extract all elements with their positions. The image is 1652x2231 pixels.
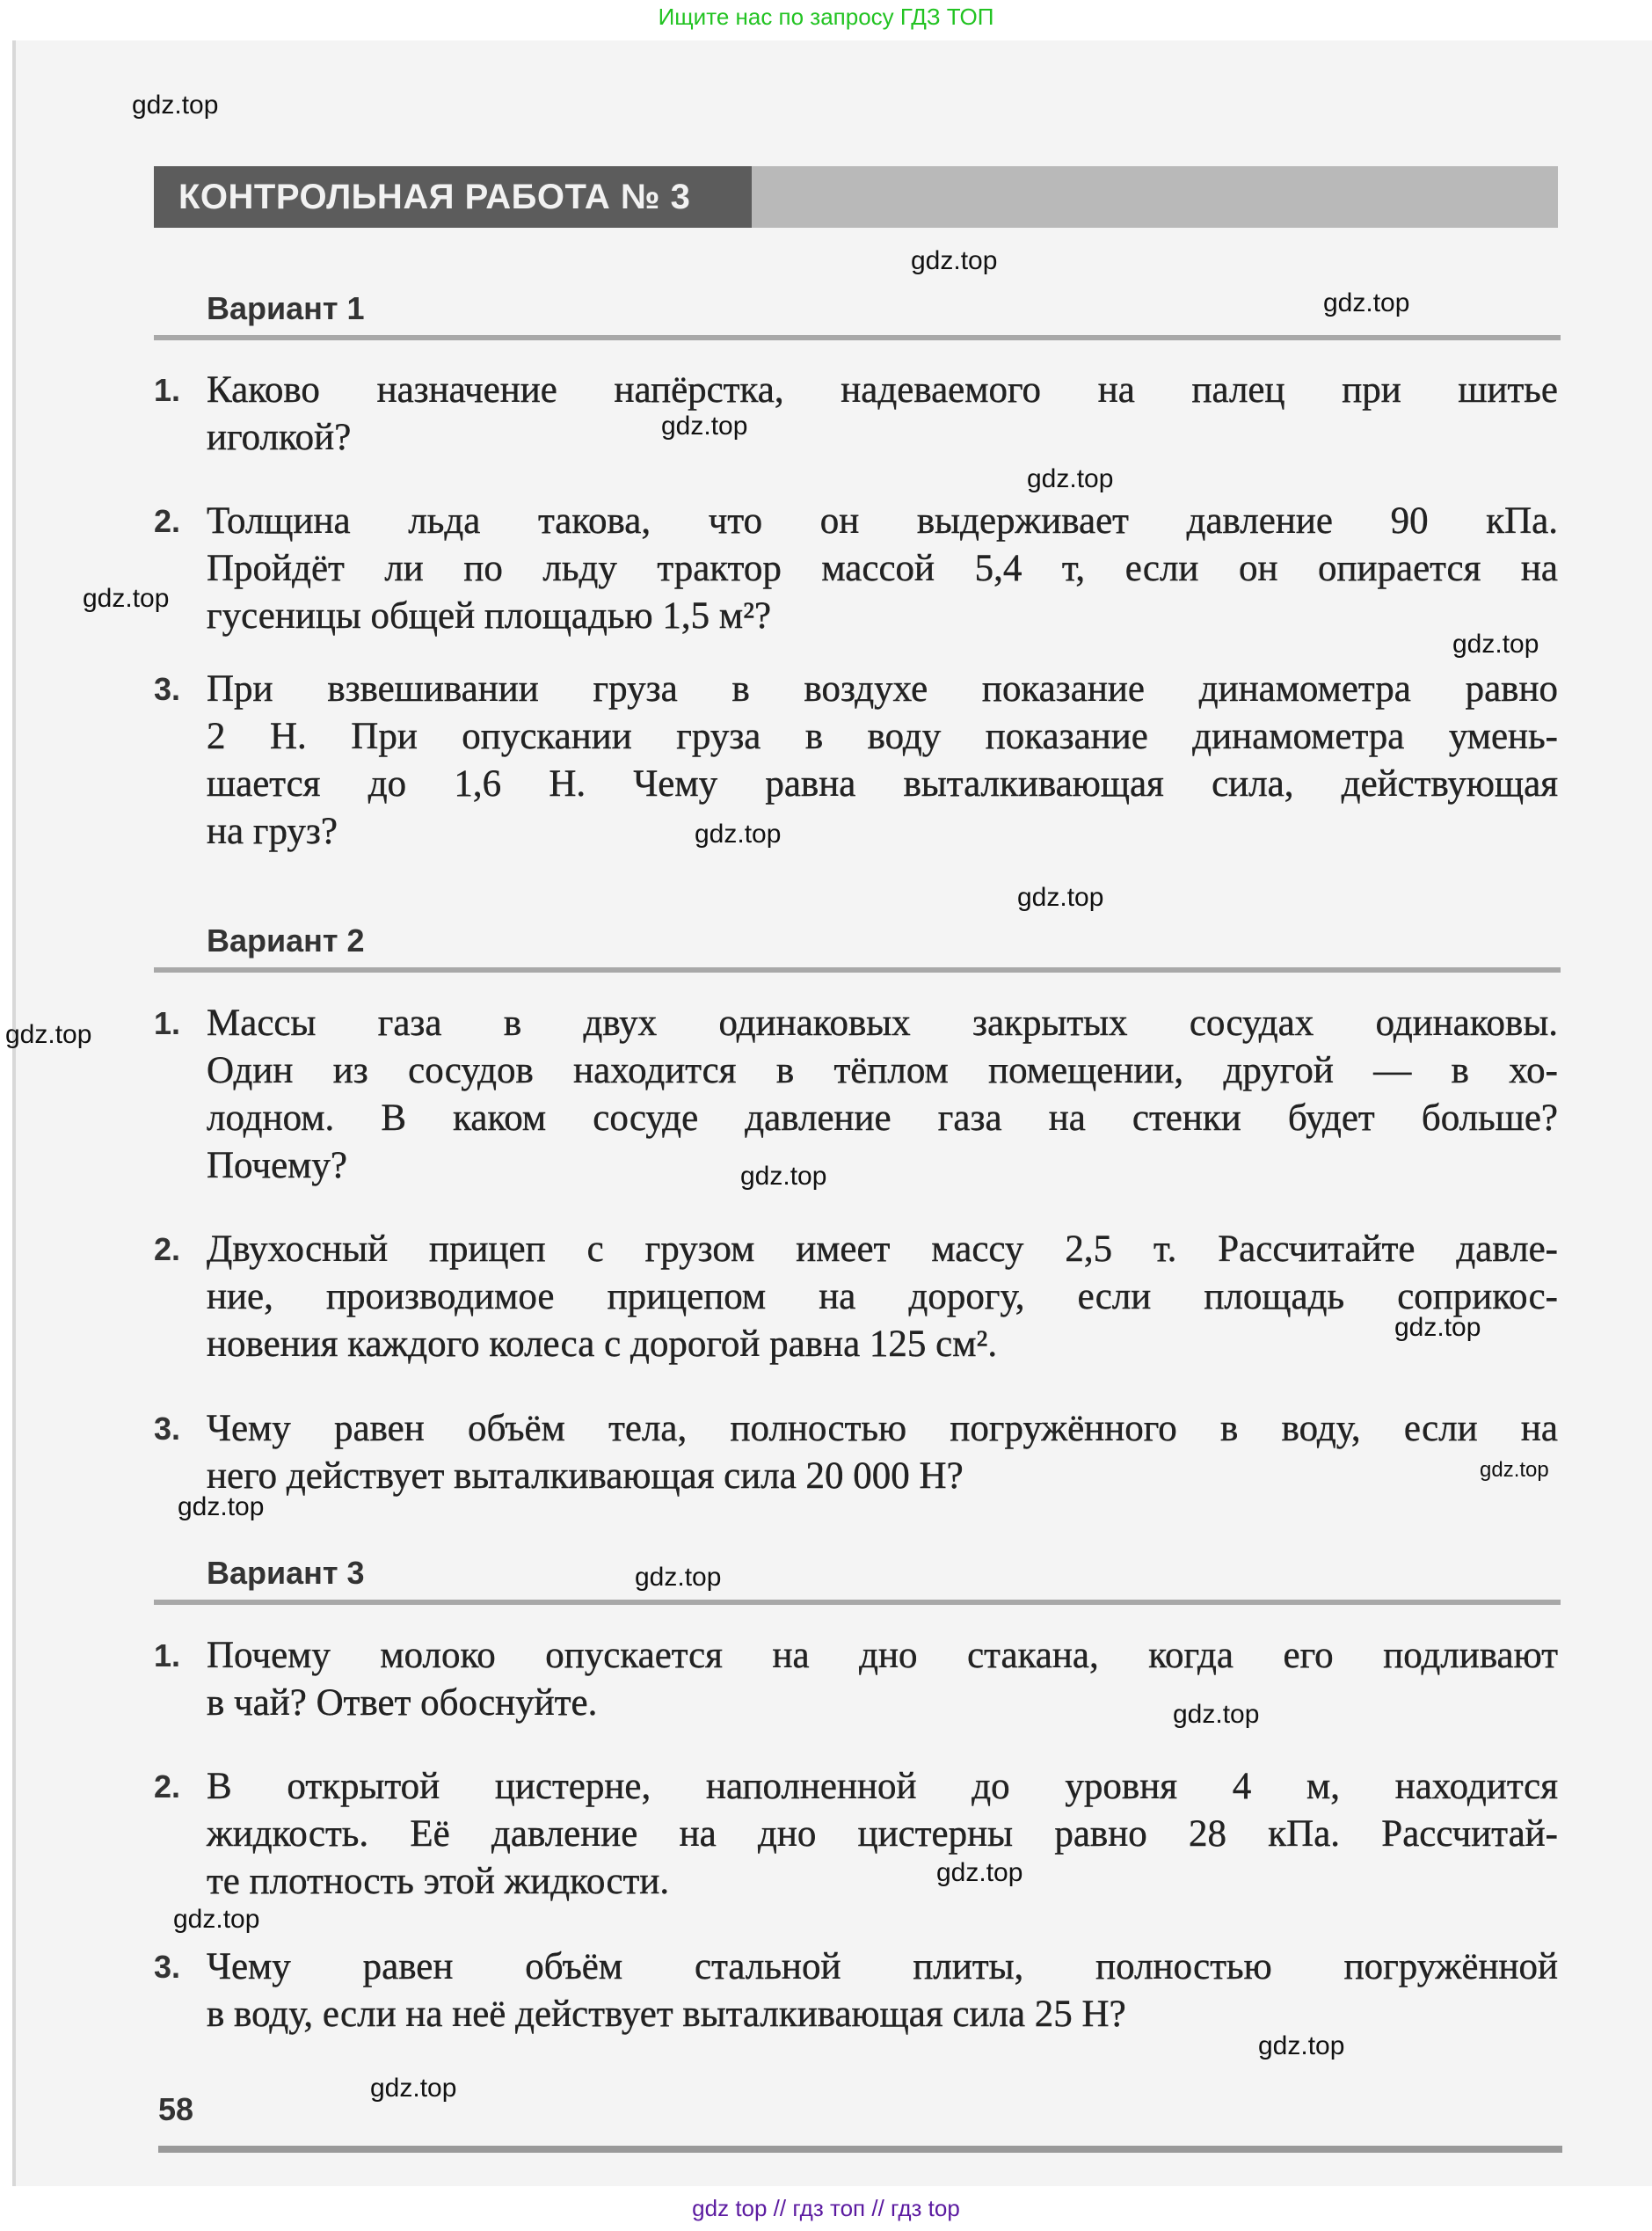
footer-links[interactable]: gdz top // гдз топ // гдз top bbox=[692, 2195, 960, 2221]
top-banner[interactable]: Ищите нас по запросу ГДЗ ТОП bbox=[658, 4, 994, 30]
question-text-line: Почему? bbox=[207, 1145, 347, 1186]
watermark: gdz.top bbox=[132, 91, 219, 120]
question-text-line: на груз? bbox=[207, 811, 338, 852]
variant-heading: Вариант 2 bbox=[207, 922, 365, 959]
title-bar bbox=[154, 166, 1558, 228]
question-text-line: него действует выталкивающая сила 20 000 Н? bbox=[207, 1455, 964, 1497]
question-text-line: гусеницы общей площадью 1,5 м²? bbox=[207, 595, 772, 637]
question-number: 1. bbox=[154, 1005, 181, 1041]
question-text-line: новения каждого колеса с дорогой равна 125 см². bbox=[207, 1323, 998, 1365]
question-text-line: в воду, если на неё действует выталкивающая сила 25 Н? bbox=[207, 1994, 1126, 2035]
question-number: 1. bbox=[154, 1637, 181, 1673]
question-text-line: лодном. В каком сосуде давление газа на стенки будет больше? bbox=[207, 1097, 1558, 1139]
question-number: 2. bbox=[154, 1231, 181, 1267]
question-text-line: те плотность этой жидкости. bbox=[207, 1861, 670, 1902]
watermark: gdz.top bbox=[1480, 1458, 1549, 1482]
watermark: gdz.top bbox=[1452, 630, 1539, 659]
question-text-line: шается до 1,6 Н. Чему равна выталкивающая сила, действующая bbox=[207, 763, 1558, 805]
watermark: gdz.top bbox=[740, 1162, 827, 1191]
question-text-line: Почему молоко опускается на дно стакана, когда его подливают bbox=[207, 1635, 1558, 1676]
watermark: gdz.top bbox=[936, 1858, 1023, 1887]
page-number: 58 bbox=[158, 2091, 194, 2127]
variant-heading: Вариант 3 bbox=[207, 1555, 365, 1591]
question-text-line: ние, производимое прицепом на дорогу, если площадь соприкос- bbox=[207, 1276, 1558, 1317]
question-number: 3. bbox=[154, 671, 181, 707]
variant-divider bbox=[154, 967, 1561, 973]
question-text-line: в чай? Ответ обоснуйте. bbox=[207, 1682, 598, 1724]
question-number: 1. bbox=[154, 372, 181, 408]
question-text-line: Двухосный прицеп с грузом имеет массу 2,5 т. Рассчитайте давле- bbox=[207, 1229, 1558, 1270]
question-number: 3. bbox=[154, 1411, 181, 1447]
variant-heading: Вариант 1 bbox=[207, 290, 365, 326]
watermark: gdz.top bbox=[5, 1020, 92, 1049]
watermark: gdz.top bbox=[695, 820, 782, 849]
question-text-line: Пройдёт ли по льду трактор массой 5,4 т, если он опирается на bbox=[207, 548, 1558, 589]
question-text-line: Чему равен объём стальной плиты, полностью погружённой bbox=[207, 1946, 1558, 1987]
question-number: 2. bbox=[154, 1768, 181, 1804]
question-text-line: Один из сосудов находится в тёплом помещении, другой — в хо- bbox=[207, 1050, 1558, 1091]
question-text-line: При взвешивании груза в воздухе показание динамометра равно bbox=[207, 668, 1558, 710]
question-text-line: Чему равен объём тела, полностью погружённого в воду, если на bbox=[207, 1408, 1558, 1449]
question-text-line: Толщина льда такова, что он выдерживает давление 90 кПа. bbox=[207, 500, 1558, 542]
watermark: gdz.top bbox=[1323, 288, 1410, 317]
watermark: gdz.top bbox=[1027, 464, 1114, 493]
watermark: gdz.top bbox=[1173, 1700, 1260, 1729]
watermark: gdz.top bbox=[1017, 883, 1104, 912]
question-text-line: В открытой цистерне, наполненной до уровня 4 м, находится bbox=[207, 1766, 1558, 1807]
question-text-line: иголкой? bbox=[207, 417, 352, 458]
watermark: gdz.top bbox=[911, 246, 998, 275]
watermark: gdz.top bbox=[83, 584, 170, 613]
watermark: gdz.top bbox=[635, 1563, 722, 1592]
variant-divider bbox=[154, 335, 1561, 340]
watermark: gdz.top bbox=[178, 1492, 265, 1521]
variant-divider bbox=[154, 1600, 1561, 1605]
watermark: gdz.top bbox=[661, 412, 748, 441]
question-number: 3. bbox=[154, 1949, 181, 1985]
watermark: gdz.top bbox=[1258, 2031, 1345, 2060]
question-number: 2. bbox=[154, 503, 181, 539]
bottom-divider bbox=[158, 2146, 1562, 2153]
question-text-line: 2 Н. При опускании груза в воду показание динамометра умень- bbox=[207, 716, 1558, 757]
question-text-line: Каково назначение напёрстка, надеваемого на палец при шитье bbox=[207, 369, 1558, 411]
question-text-line: жидкость. Её давление на дно цистерны равно 28 кПа. Рассчитай- bbox=[207, 1813, 1558, 1855]
watermark: gdz.top bbox=[370, 2074, 457, 2103]
watermark: gdz.top bbox=[1394, 1313, 1481, 1342]
question-text-line: Массы газа в двух одинаковых закрытых сосудах одинаковы. bbox=[207, 1002, 1558, 1044]
page-title: КОНТРОЛЬНАЯ РАБОТА № 3 bbox=[154, 166, 752, 228]
watermark: gdz.top bbox=[173, 1905, 260, 1934]
